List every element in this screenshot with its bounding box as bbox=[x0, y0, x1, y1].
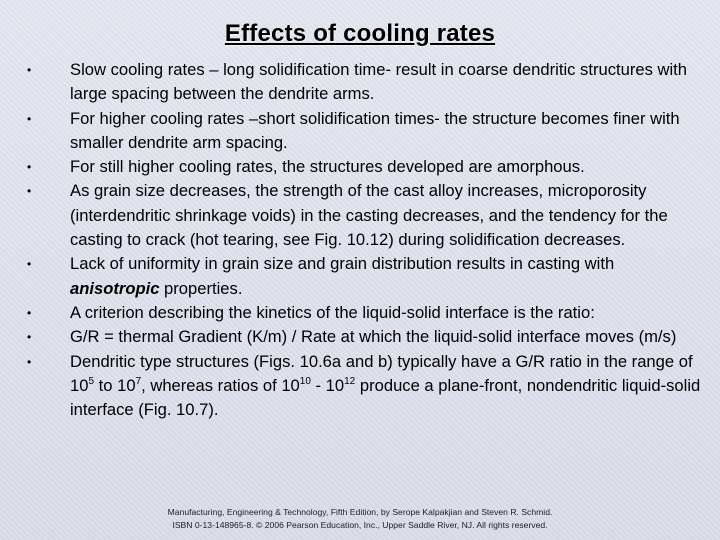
bullet-item bbox=[22, 350, 702, 423]
bullet-item bbox=[22, 58, 702, 107]
bullet-text: For still higher cooling rates, the structures developed are amorphous. bbox=[70, 157, 585, 177]
bullet-text: G/R = thermal Gradient (K/m) / Rate at which the liquid-solid interface moves (m/s) bbox=[70, 327, 677, 347]
bullet-item bbox=[22, 301, 702, 325]
bullet-item bbox=[22, 179, 702, 252]
bullet-dot-icon: • bbox=[27, 305, 32, 320]
bullet-text: For higher cooling rates –short solidification times- the structure becomes finer with smaller dendrite arm spacing. bbox=[70, 108, 680, 152]
bullet-dot-icon: • bbox=[27, 160, 32, 175]
bullet-text: Slow cooling rates – long solidification time- result in coarse dendritic structures with large spacing between the dendrite arms. bbox=[70, 60, 688, 104]
bullet-text-part: to 10 bbox=[94, 375, 136, 395]
bullet-item bbox=[22, 252, 702, 301]
bullet-text-part: Dendritic type structures (Figs. 10.6a and b) typically have a G/R ratio in the range of 10 bbox=[70, 351, 693, 395]
exponent: 10 bbox=[299, 375, 311, 387]
exponent: 7 bbox=[135, 375, 142, 387]
bullet-item bbox=[22, 107, 702, 156]
bullet-list bbox=[22, 58, 702, 422]
bullet-dot-icon: • bbox=[27, 354, 32, 369]
bullet-dot-icon: • bbox=[27, 257, 32, 272]
bullet-dot-icon: • bbox=[27, 184, 32, 199]
bullet-text-part: produce a plane-front, nondendritic liquid-solid interface (Fig. 10.7). bbox=[70, 375, 701, 420]
slide-title: Effects of cooling rates bbox=[224, 20, 496, 47]
bullet-text: As grain size decreases, the strength of the cast alloy increases, microporosity (interdendritic shrinkage voids) in the casting decreases, and the tendency for the casting to crack (hot tearing, see Fig. 10.12) during solidification decreases. bbox=[70, 181, 668, 250]
bullet-dot-icon: • bbox=[27, 330, 32, 345]
bullet-text-part: , whereas ratios of 10 bbox=[141, 375, 300, 395]
bullet-item bbox=[22, 155, 702, 179]
footer-line: ISBN 0-13-148965-8. © 2006 Pearson Education, Inc., Upper Saddle River, NJ. All rights reserved. bbox=[172, 520, 548, 530]
bullet-item bbox=[22, 325, 702, 349]
footer-line: Manufacturing, Engineering & Technology, Fifth Edition, by Serope Kalpakjian and Steven R. Schmid. bbox=[167, 507, 553, 517]
bullet-text-part: Lack of uniformity in grain size and grain distribution results in casting with bbox=[70, 254, 615, 274]
emphasized-term: anisotropic bbox=[70, 278, 160, 298]
exponent: 12 bbox=[344, 375, 356, 387]
bullet-dot-icon: • bbox=[27, 63, 32, 77]
bullet-text-part: properties. bbox=[159, 278, 243, 298]
bullet-text: A criterion describing the kinetics of the liquid-solid interface is the ratio: bbox=[70, 302, 595, 322]
copyright-footer bbox=[0, 506, 720, 532]
bullet-text-part: - 10 bbox=[310, 375, 345, 395]
exponent: 5 bbox=[88, 375, 95, 387]
bullet-dot-icon: • bbox=[27, 111, 32, 126]
